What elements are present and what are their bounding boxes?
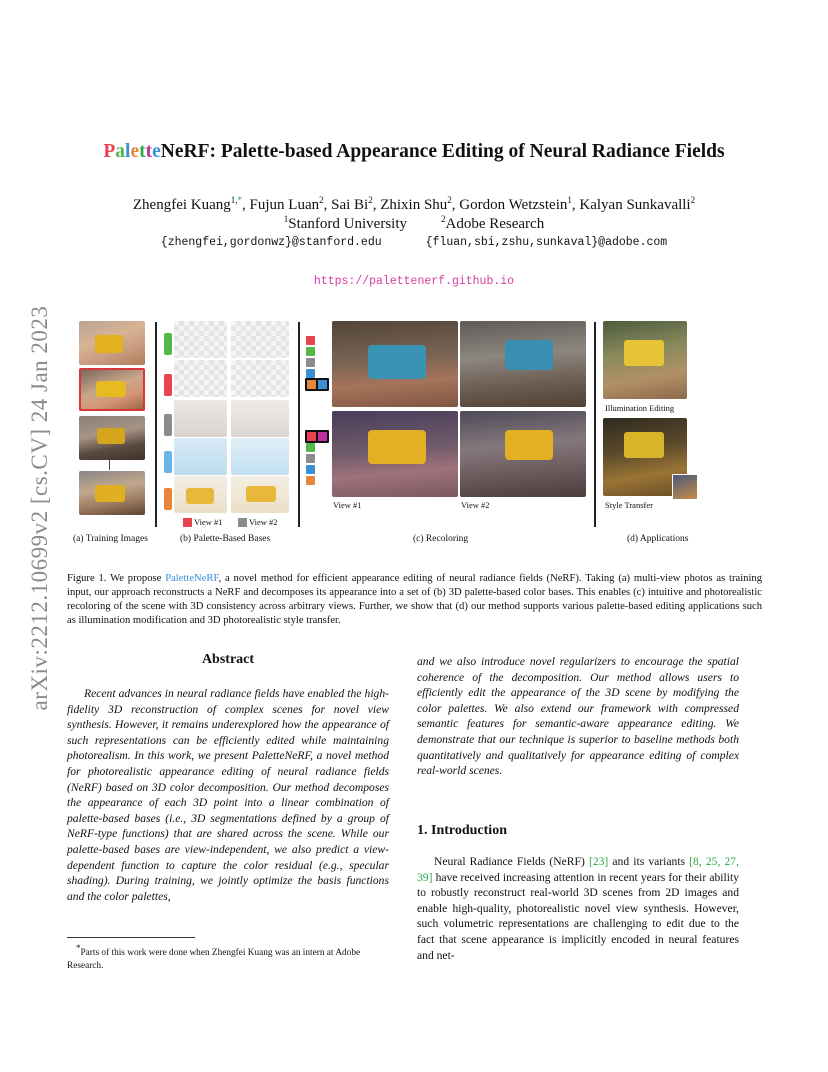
training-image [79, 368, 145, 411]
intro-text-run: and its variants [608, 855, 690, 868]
basis-image [174, 400, 227, 437]
author-list [0, 195, 828, 214]
basis-image [231, 321, 289, 358]
training-image [79, 471, 145, 515]
email[interactable]: {fluan,sbi,zshu,sunkaval}@adobe.com [425, 236, 668, 249]
style-transfer-label: Style Transfer [605, 500, 653, 510]
title-letter: l [125, 141, 131, 162]
affil-mark: 1 [283, 214, 289, 224]
subfig-label-c: (c) Recoloring [413, 534, 469, 544]
abstract-text-continued: and we also introduce novel regularizers to encourage the spatial coherence of the decomposition. Our method allows users to efficiently edit the appearance of the 3D scene by modifying the color palettes. We also extend our framework with compressed semantic features for semantic-aware appearance editing. We demonstrate that our technique is superior to baseline methods both quantitatively and qualitatively for appearance editing of complex real-world scenes. [417, 655, 739, 778]
subfig-label-d: (d) Applications [627, 534, 689, 544]
author: , Fujun Luan [242, 197, 320, 213]
basis-image [174, 476, 227, 513]
affil-mark: 1 [567, 195, 572, 205]
palette-swatch [306, 454, 315, 463]
panel-separator [594, 322, 596, 527]
legend-view-1: View #1 [194, 517, 223, 527]
palette-blue [164, 451, 172, 473]
paper-title [0, 141, 828, 163]
title-letter: e [152, 141, 161, 162]
figure-caption [67, 572, 762, 628]
title-letter: a [115, 141, 126, 162]
author: , Kalyan Sunkavalli [571, 197, 691, 213]
legend-view-2-swatch [238, 518, 247, 527]
title-rest: NeRF: Palette-based Appearance Editing of Neural Radiance Fields [160, 141, 725, 162]
recolor-view-1-bottom [332, 411, 458, 497]
author: Zhengfei Kuang [132, 197, 231, 213]
palette-swatch [306, 336, 315, 345]
legend-view-2: View #2 [249, 517, 278, 527]
footnote-text: Parts of this work were done when Zhengfei Kuang was an intern at Adobe Research. [67, 948, 361, 971]
basis-image [174, 321, 227, 358]
training-image [79, 416, 145, 460]
project-link[interactable]: https://palettenerf.github.io [313, 275, 515, 288]
affil-mark: 2 [319, 195, 324, 205]
palette-swatch [306, 369, 315, 378]
abstract-text: Recent advances in neural radiance fields have enabled the high-fidelity 3D reconstruction of complex scenes for novel view synthesis. However, it remains underexplored how the appearance of such representations can be efficiently edited while maintaining photorealism. In this work, we present PaletteNeRF, a novel method for photorealistic appearance editing of neural radiance fields (NeRF) based on 3D color decomposition. Our method decomposes the appearance of each 3D point into a linear combination of palette-based bases (i.e., 3D segmentations defined by a group of NeRF-type functions) that are shared across the scene. While our palette-based bases are view-independent, we also predict a view-dependent function to capture the color residual (e.g., specular shading). During training, we jointly optimize the basis functions and the color palettes, [67, 687, 389, 903]
basis-image [231, 360, 289, 397]
recolor-view-1-label: View #1 [333, 500, 362, 510]
intro-text-run: have received increasing attention in recent years for their ability to robustly reconstruct real-world 3D scenes from 2D images and enable high-quality, photorealistic novel view synthesis. However, such volumetric representations are challenging to edit due to the fact that scene appearance is implicitly encoded in neural features and net- [417, 870, 739, 962]
recolored-object [505, 340, 553, 370]
title-letter: e [130, 141, 140, 162]
palette-swatch [306, 465, 315, 474]
palette-swatch [306, 347, 315, 356]
palette-green [164, 333, 172, 355]
subfig-label-a: (a) Training Images [73, 534, 148, 544]
palette-swatch-selected [305, 430, 318, 443]
legend-view-1-swatch [183, 518, 192, 527]
citation-link[interactable]: [8, 25, 27, 39] [417, 855, 739, 884]
intro-text-run: Neural Radiance Fields (NeRF) [434, 855, 589, 868]
bulldozer-shape [97, 428, 125, 444]
recolored-object [368, 345, 426, 379]
affil-mark: 2 [690, 195, 696, 205]
basis-image [231, 438, 289, 475]
footnote [67, 942, 389, 972]
illumination-edit-image [603, 321, 687, 399]
affil-mark: 2 [368, 195, 373, 205]
affiliation: Stanford University [288, 216, 407, 232]
recolored-object [368, 430, 426, 464]
style-reference-inset [672, 474, 698, 500]
footnote-mark: * [237, 195, 243, 205]
illumination-editing-label: Illumination Editing [605, 403, 675, 413]
footnote-rule [67, 937, 195, 938]
title-letter: P [103, 141, 116, 162]
footnote-mark: * [76, 943, 81, 953]
caption-text: Figure 1. We propose [67, 573, 166, 584]
citation-link[interactable]: [23] [588, 855, 609, 868]
author: , Gordon Wetzstein [451, 197, 568, 213]
intro-text [417, 854, 739, 963]
subfig-label-b: (b) Palette-Based Bases [180, 534, 271, 544]
email[interactable]: {zhengfei,gordonwz}@stanford.edu [160, 236, 382, 249]
palette-swatch-selected [316, 378, 329, 391]
recolor-view-2-top [460, 321, 586, 407]
email-line [0, 236, 828, 249]
palette-swatch-selected [316, 430, 329, 443]
basis-image [174, 360, 227, 397]
title-letter: t [139, 141, 146, 162]
method-name: PaletteNeRF [165, 573, 219, 584]
basis-image [231, 400, 289, 437]
caption-text: , a novel method for efficient appearance editing of neural radiance fields (NeRF). Taking (a) multi-view photos as training input, our approach reconstructs a NeRF and decomposes its appearance into a set of (b) 3D palette-based color bases. This enables (c) intuitive and photorealistic recoloring of the scene with 3D consistency across arbitrary views. Further, we show that (d) our method supports various palette-based editing applications such as illumination modification and 3D photorealistic style transfer. [67, 573, 762, 626]
author: , Sai Bi [323, 197, 369, 213]
palette-orange [164, 488, 172, 510]
palette-red [164, 374, 172, 396]
recolor-view-2-bottom [460, 411, 586, 497]
title-letter: t [145, 141, 153, 162]
bulldozer-shape [96, 381, 126, 397]
style-object [624, 432, 664, 458]
arxiv-identifier: arXiv:2212.10699v2 [cs.CV] 24 Jan 2023 [27, 305, 52, 711]
panel-separator [298, 322, 300, 527]
bases-object [246, 486, 276, 502]
style-transfer-image [603, 418, 687, 496]
training-image [79, 321, 145, 365]
palette-swatch [306, 443, 315, 452]
basis-image [174, 438, 227, 475]
affil-mark: 2 [447, 195, 452, 205]
affil-mark: 1, [230, 195, 238, 205]
section-heading: 1. Introduction [417, 823, 507, 838]
bulldozer-shape [95, 485, 125, 502]
panel-separator [155, 322, 157, 527]
recolor-view-2-label: View #2 [461, 500, 490, 510]
basis-image [231, 476, 289, 513]
bulldozer-shape [95, 335, 123, 353]
affil-mark: 2 [441, 214, 446, 224]
palette-gray [164, 414, 172, 436]
bases-object [186, 488, 214, 504]
affiliation: Adobe Research [445, 216, 545, 232]
illum-object [624, 340, 664, 366]
palette-swatch [306, 476, 315, 485]
recolored-object [505, 430, 553, 460]
camera-arrow-icon [109, 458, 110, 470]
abstract-heading: Abstract [201, 652, 255, 667]
palette-swatch [306, 358, 315, 367]
author: , Zhixin Shu [372, 197, 448, 213]
affiliations [0, 214, 828, 233]
palette-swatch-selected [305, 378, 318, 391]
recolor-view-1-top [332, 321, 458, 407]
